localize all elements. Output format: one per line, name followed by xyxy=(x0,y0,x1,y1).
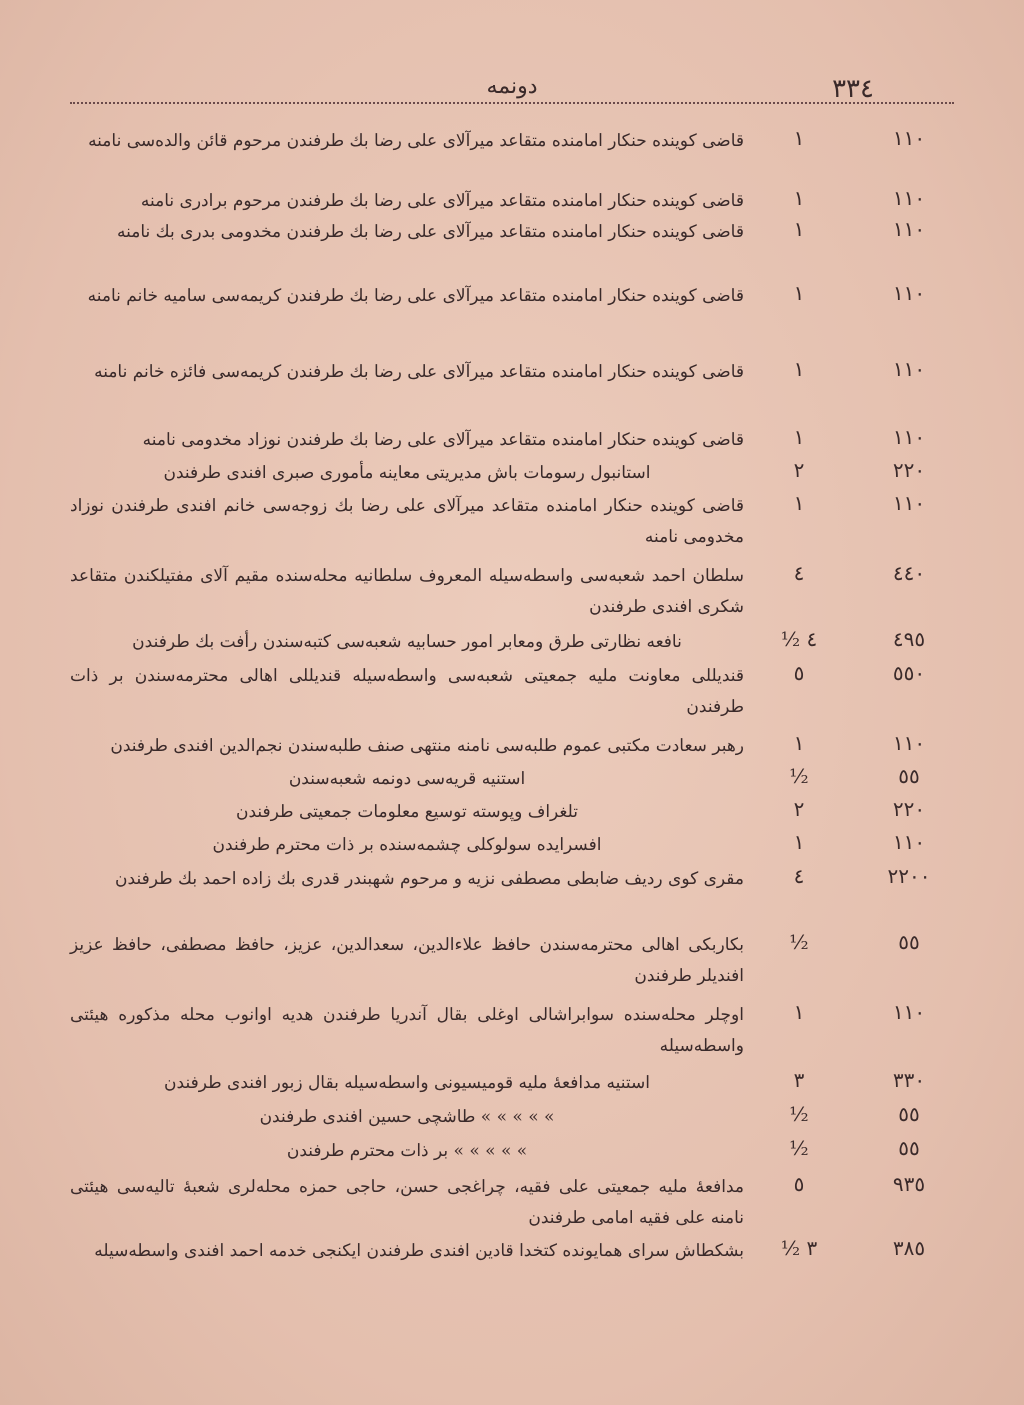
quantity-value: ½ xyxy=(789,930,809,954)
entry-description: افسرایده سولوکلی چشمه‌سنده بر ذات محترم طرفندن xyxy=(212,835,602,855)
entry-description: استنیه قریه‌سی دونمه شعبه‌سندن xyxy=(288,769,526,789)
quantity-value: ١ xyxy=(793,731,805,755)
list-item xyxy=(70,731,954,764)
entry-description: سلطان احمد شعبه‌سی واسطه‌سیله المعروف سلطانیه محله‌سنده مقیم آلای مفتیلکندن متقاعد شکری افندی طرفندن xyxy=(70,566,744,617)
entry-description: رهبر سعادت مکتبی عموم طلبه‌سی نامنه منتهی صنف طلبه‌سندن نجم‌الدین افندی طرفندن xyxy=(110,736,744,756)
list-item xyxy=(70,126,954,186)
entry-description: » » » » » بر ذات محترم طرفندن xyxy=(286,1141,528,1161)
entry-description: تلغراف وپوسته توسیع معلومات جمعیتی طرفندن xyxy=(235,802,578,822)
quantity-value: ١ xyxy=(793,830,805,854)
quantity-value: ١ xyxy=(793,491,805,515)
list-item xyxy=(70,1102,954,1136)
amount-value: ١١٠ xyxy=(892,357,926,381)
donation-list xyxy=(70,126,954,1302)
quantity-value: ٢ xyxy=(793,458,805,482)
amount-value: ٤٩٥ xyxy=(892,627,926,651)
list-item xyxy=(70,186,954,217)
quantity-value: ١ xyxy=(793,1000,805,1024)
entry-description: نافعه نظارتی طرق ومعابر امور حسابیه شعبه‌سی کتبه‌سندن رأفت بك طرفندن xyxy=(132,632,682,652)
list-item xyxy=(70,661,954,731)
entry-description: مدافعهٔ ملیه جمعیتی علی فقیه، چراغجی حسن، حاجی حمزه محله‌لری شعبهٔ تالیه‌سی هیئتی نامنه علی فقیه امامی طرفندن xyxy=(70,1177,744,1228)
entry-description: قاضی کوینده حنکار امامنده متقاعد میرآلای علی رضا بك طرفندن مرحوم قائن والده‌سی نامنه xyxy=(88,131,744,151)
quantity-value: ١ xyxy=(793,126,805,150)
amount-value: ٢٢٠ xyxy=(892,797,926,821)
amount-value: ١١٠ xyxy=(892,425,926,449)
entry-description: قاضی کوینده حنکار امامنده متقاعد میرآلای علی رضا بك زوجه‌سی خانم افندی طرفندن نوزاد مخدومی نامنه xyxy=(70,496,744,547)
entry-description: قاضی کوینده حنکار امامنده متقاعد میرآلای علی رضا بك طرفندن مرحوم برادری نامنه xyxy=(140,191,744,211)
entry-description: مقری کوی ردیف ضابطی مصطفی نزیه و مرحوم شهبندر قدری بك زاده احمد بك طرفندن xyxy=(115,869,744,889)
list-item xyxy=(70,764,954,797)
amount-value: ١١٠ xyxy=(892,126,926,150)
quantity-value: ٤ xyxy=(793,864,805,888)
amount-value: ٢٢٠ xyxy=(892,458,926,482)
list-item xyxy=(70,930,954,1000)
entry-description: قاضی کوینده حنکار امامنده متقاعد میرآلای علی رضا بك طرفندن نوزاد مخدومی نامنه xyxy=(142,430,744,450)
entry-description: بکاربکی اهالی محترمه‌سندن حافظ علاءالدین، سعدالدین، عزیز، حافظ مصطفی، حافظ عزیز افندیلر طرفندن xyxy=(70,935,744,986)
list-item xyxy=(70,1172,954,1236)
amount-value: ١١٠ xyxy=(892,731,926,755)
list-item xyxy=(70,491,954,561)
entry-description: استانبول رسومات باش مدیریتی معاینه مأموری صبری افندی طرفندن xyxy=(163,463,651,483)
amount-value: ٥٥٠ xyxy=(892,661,926,685)
list-item xyxy=(70,864,954,930)
amount-value: ٥٥ xyxy=(898,764,920,788)
quantity-value: ١ xyxy=(793,281,805,305)
amount-value: ٤٤٠ xyxy=(892,561,926,585)
quantity-value: ١ xyxy=(793,217,805,241)
list-item xyxy=(70,627,954,661)
amount-value: ١١٠ xyxy=(892,217,926,241)
list-item xyxy=(70,797,954,830)
entry-description: بشکطاش سرای همایونده کتخدا قادین افندی طرفندن ایکنجی خدمه احمد افندی واسطه‌سیله xyxy=(94,1241,744,1261)
entry-description: قندیللی معاونت ملیه جمعیتی شعبه‌سی واسطه‌سیله قندیللی اهالی محترمه‌سندن بر ذات طرفندن xyxy=(70,666,744,717)
list-item xyxy=(70,830,954,864)
entry-description: استنیه مدافعهٔ ملیه قومیسیونی واسطه‌سیله بقال زبور افندی طرفندن xyxy=(164,1073,650,1093)
quantity-value: ٥ xyxy=(793,1172,805,1196)
amount-value: ٩٣٥ xyxy=(892,1172,926,1196)
amount-value: ١١٠ xyxy=(892,281,926,305)
list-item xyxy=(70,217,954,281)
entry-description: قاضی کوینده حنکار امامنده متقاعد میرآلای علی رضا بك طرفندن کریمه‌سی سامیه خانم نامنه xyxy=(87,286,744,306)
quantity-value: ٣ xyxy=(793,1068,805,1092)
entry-description: قاضی کوینده حنکار امامنده متقاعد میرآلای علی رضا بك طرفندن کریمه‌سی فائزه خانم نامنه xyxy=(94,362,744,382)
quantity-value: ½ xyxy=(789,764,809,788)
list-item xyxy=(70,458,954,491)
quantity-value: ½ xyxy=(789,1102,809,1126)
quantity-value: ٤ ½ xyxy=(780,627,818,651)
quantity-value: ٤ xyxy=(793,561,805,585)
list-item xyxy=(70,1136,954,1172)
quantity-value: ½ xyxy=(789,1136,809,1160)
list-item xyxy=(70,1236,954,1302)
list-item xyxy=(70,1068,954,1102)
entry-description: اوچلر محله‌سنده سوابراشالی اوغلی بقال آندریا طرفندن هدیه اوانوب محله مذکوره هیئتی واسطه‌سیله xyxy=(70,1005,744,1056)
amount-value: ١١٠ xyxy=(892,830,926,854)
entry-description: » » » » » طاشچی حسین افندی طرفندن xyxy=(259,1107,555,1127)
entry-description: قاضی کوینده حنکار امامنده متقاعد میرآلای علی رضا بك طرفندن مخدومی بدری بك نامنه xyxy=(116,222,744,242)
amount-value: ٣٨٥ xyxy=(892,1236,926,1260)
quantity-value: ١ xyxy=(793,186,805,210)
running-title: دونمه xyxy=(486,74,538,99)
amount-value: ١١٠ xyxy=(892,1000,926,1024)
list-item xyxy=(70,281,954,357)
list-item xyxy=(70,425,954,458)
amount-value: ٥٥ xyxy=(898,1102,920,1126)
list-item xyxy=(70,561,954,627)
amount-value: ٣٣٠ xyxy=(892,1068,926,1092)
page-number: ٣٣٤ xyxy=(832,74,874,104)
quantity-value: ٣ ½ xyxy=(780,1236,818,1260)
amount-value: ١١٠ xyxy=(892,186,926,210)
header-divider xyxy=(70,102,954,104)
amount-value: ١١٠ xyxy=(892,491,926,515)
quantity-value: ١ xyxy=(793,425,805,449)
quantity-value: ١ xyxy=(793,357,805,381)
amount-value: ٥٥ xyxy=(898,930,920,954)
list-item xyxy=(70,357,954,425)
amount-value: ٢٢٠٠ xyxy=(887,864,931,888)
amount-value: ٥٥ xyxy=(898,1136,920,1160)
quantity-value: ٥ xyxy=(793,661,805,685)
list-item xyxy=(70,1000,954,1068)
quantity-value: ٢ xyxy=(793,797,805,821)
